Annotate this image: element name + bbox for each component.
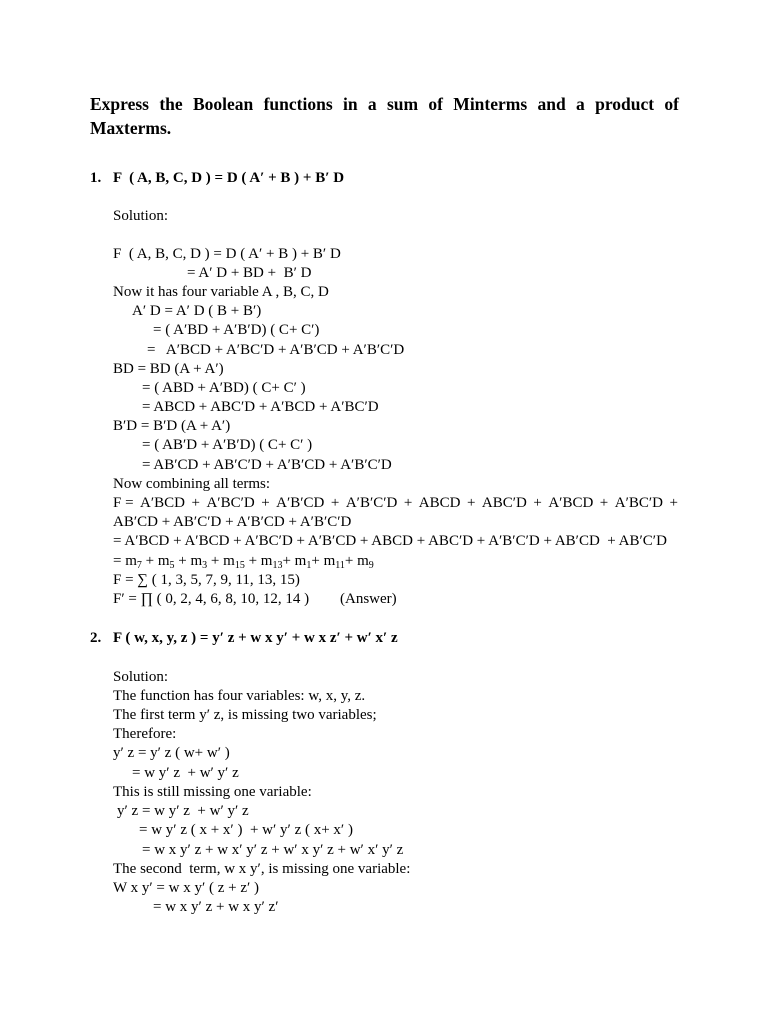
equation-line: = ( A′BD + A′B′D) ( C+ C′) (153, 322, 320, 338)
term: + (533, 495, 542, 511)
term: F = (113, 495, 134, 511)
problem-2-solution-label: Solution: (113, 669, 169, 685)
equation-line: BD = BD (A + A′) (113, 361, 224, 377)
equation-line: F ( A, B, C, D ) = D ( A′ + B ) + B′ D (113, 246, 341, 262)
term: + (599, 495, 609, 511)
equation-line: = w y′ z + w′ y′ z (132, 765, 239, 781)
problem-1-number: 1. (90, 170, 102, 186)
term: A′B′CD (276, 495, 325, 511)
term: A′BCD (140, 495, 186, 511)
equation-line: y′ z = w y′ z + w′ y′ z (117, 803, 249, 819)
term: + (669, 495, 678, 511)
minterm: $m_{15}$ (223, 553, 245, 571)
equation-line: = AB′CD + AB′C′D + A′B′CD + A′B′C′D (142, 457, 392, 473)
equation-line: Now combining all terms: (113, 476, 271, 492)
term: + (330, 495, 340, 511)
equation-line: A′ D = A′ D ( B + B′) (132, 303, 262, 319)
term: + (191, 495, 200, 511)
minterm: $m_9$ (357, 553, 374, 571)
minterm: $m_7$ (125, 553, 142, 571)
term: ABCD (418, 495, 461, 511)
minterm: $m_5$ (157, 553, 175, 571)
equation-line: W x y′ = w x y′ ( z + z′ ) (113, 880, 260, 896)
term: A′B′C′D (345, 495, 398, 511)
equation-line: = A′ D + BD + B′ D (187, 265, 312, 281)
sum-of-minterms: F = ∑ ( 1, 3, 5, 7, 9, 11, 13, 15) (113, 572, 300, 588)
minterm-list: $m_7 + m_5 + m_3 + m_{15} + m_{13}+ m_1+ m_{11}+ m_9$ (125, 553, 374, 571)
explanation-line: Therefore: (113, 726, 177, 742)
equation-line: y′ z = y′ z ( w+ w′ ) (113, 745, 230, 761)
minterm: $m_3$ (190, 553, 208, 571)
term: A′BC′D (206, 495, 255, 511)
term: + (403, 495, 413, 511)
minterm: $m_{11}$ (323, 553, 345, 571)
term: A′BC′D (614, 495, 663, 511)
problem-1-statement: F ( A, B, C, D ) = D ( A′ + B ) + B′ D (113, 170, 345, 186)
equation-line: = A′BCD + A′BCD + A′BC′D + A′B′CD + ABCD + ABC′D + A′B′C′D + AB′CD + AB′C′D (113, 533, 667, 549)
explanation-line: The first term y′ z, is missing two variables; (113, 707, 377, 723)
explanation-line: This is still missing one variable: (113, 784, 312, 800)
problem-2-statement: F ( w, x, y, z ) = y′ z + w x y′ + w x z′ + w′ x′ z (113, 630, 398, 646)
equation-line: = A′BCD + A′BC′D + A′B′CD + A′B′C′D (147, 342, 405, 358)
page-heading: Express the Boolean functions in a sum of Minterms and a product of Maxterms. (90, 94, 679, 138)
minterm-sum-line: = $m_7 + m_5 + m_3 + m_{15} + m_{13}+ m_1+ m_{11}+ m_9$ (113, 553, 374, 571)
equation-line: = w x y′ z + w x y′ z′ (153, 899, 279, 915)
problem-1-solution-label: Solution: (113, 208, 169, 224)
answer-label: (Answer) (340, 591, 397, 607)
equation-line: AB′CD + AB′C′D + A′B′CD + A′B′C′D (113, 514, 352, 530)
explanation-line: The second term, w x y′, is missing one variable: (113, 861, 411, 877)
equation-line: = w x y′ z + w x′ y′ z + w′ x y′ z + w′ x′ y′ z (142, 842, 404, 858)
minterm: $m_1$ (294, 553, 312, 571)
term: + (261, 495, 270, 511)
equation-line: = ( AB′D + A′B′D) ( C+ C′ ) (142, 437, 313, 453)
product-of-maxterms: F′ = ∏ ( 0, 2, 4, 6, 8, 10, 12, 14 ) (113, 591, 310, 607)
equation-line: = ABCD + ABC′D + A′BCD + A′BC′D (142, 399, 379, 415)
equation-line: = ( ABD + A′BD) ( C+ C′ ) (142, 380, 306, 396)
problem-2-number: 2. (90, 630, 102, 646)
equation-line: = w y′ z ( x + x′ ) + w′ y′ z ( x+ x′ ) (139, 822, 353, 838)
equation-line: B′D = B′D (A + A′) (113, 418, 231, 434)
combined-terms-line (113, 494, 678, 513)
term: ABC′D (481, 495, 527, 511)
equation-line: Now it has four variable A , B, C, D (113, 284, 329, 300)
term: + (466, 495, 476, 511)
minterm: $m_{13}$ (260, 553, 283, 571)
explanation-line: The function has four variables: w, x, y, z. (113, 688, 366, 704)
term: A′BCD (548, 495, 594, 511)
